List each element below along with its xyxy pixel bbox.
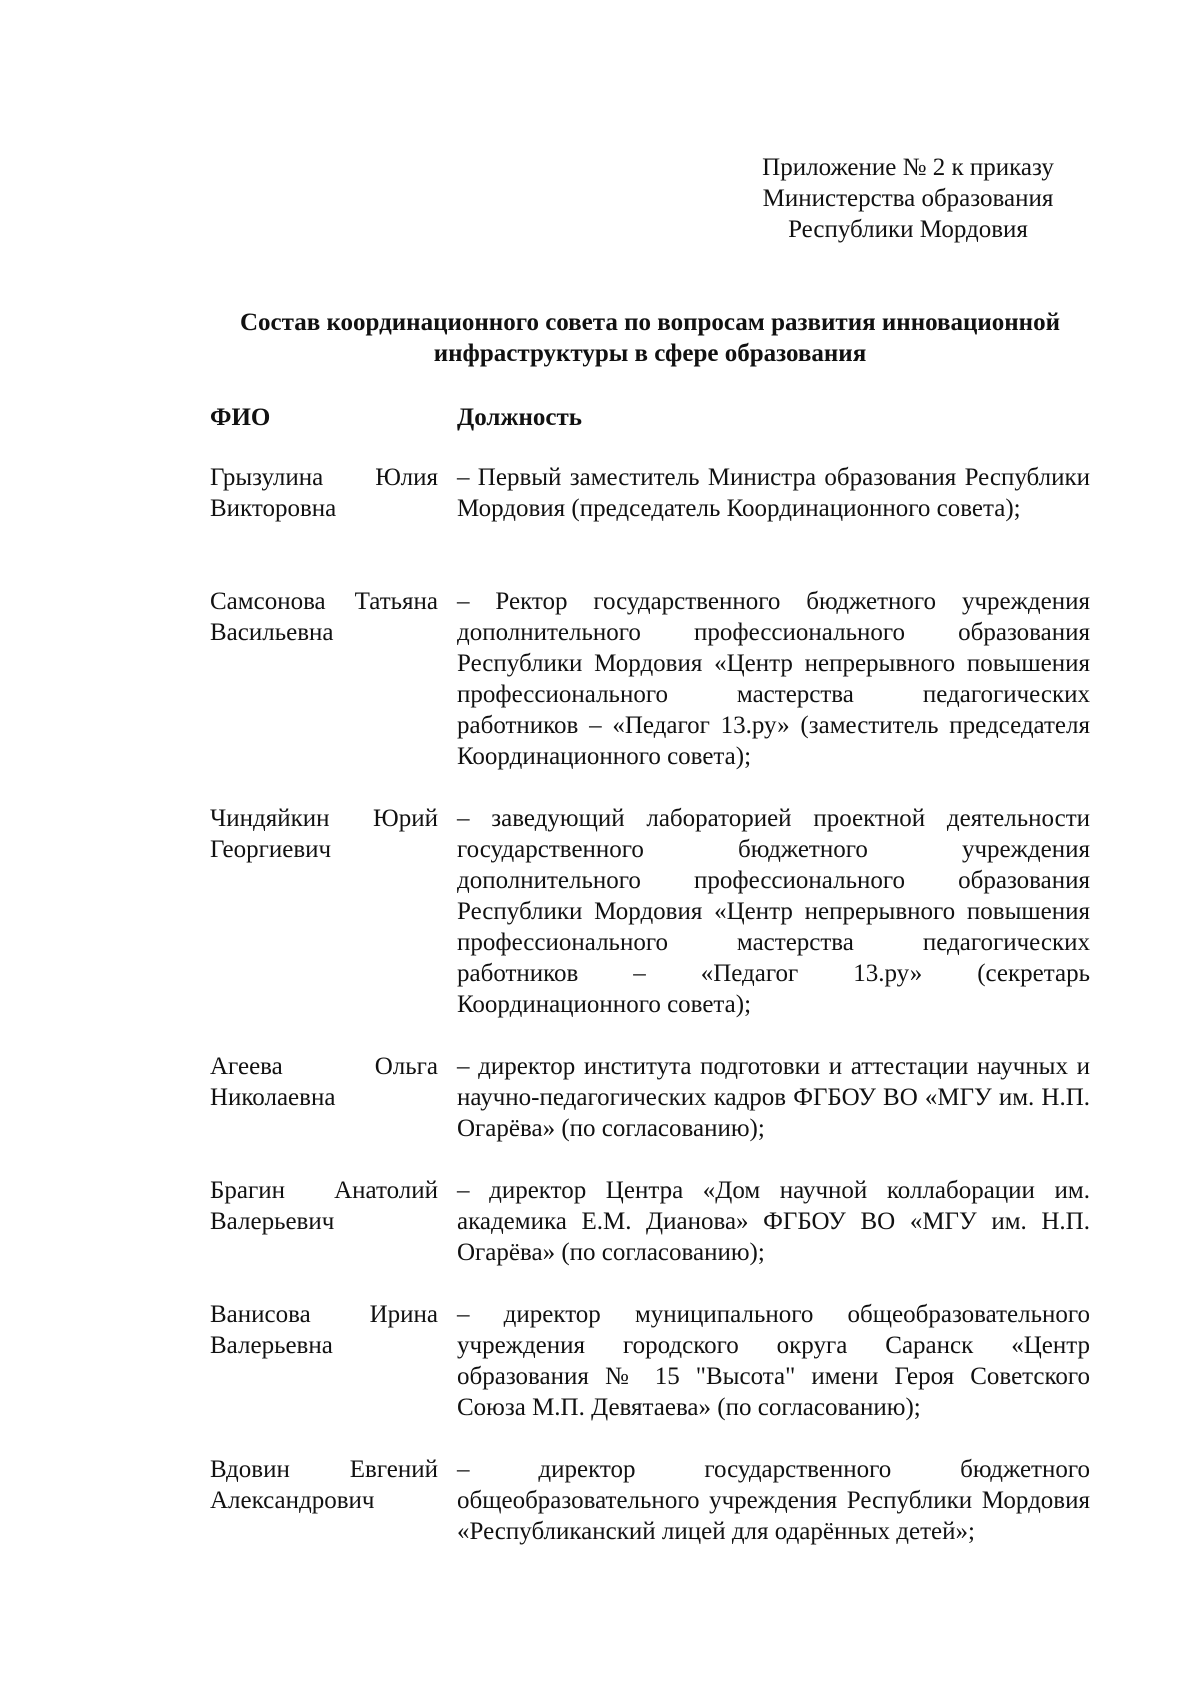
- document-title-line-2: инфраструктуры в сфере образования: [433, 340, 867, 367]
- member-patronymic: Викторовна: [210, 495, 337, 522]
- column-header-position: Должность: [457, 404, 583, 431]
- member-name: [210, 1454, 438, 1516]
- member-surname-given: Ванисова Ирина: [210, 1301, 438, 1328]
- appendix-line-2: Министерства образования: [762, 185, 1054, 212]
- member-name: [210, 462, 438, 524]
- appendix-header: [728, 152, 1088, 245]
- member-name: [210, 803, 438, 865]
- member-surname-given: Брагин Анатолий: [210, 1177, 438, 1204]
- member-position: – заведующий лабораторией проектной деятельности государственного бюджетного учреждения дополнительного профессионального образования Республики Мордовия «Центр непрерывного повышения профессионального мастерства педагогических работников – «Педагог 13.ру» (секретарь Координационного совета);: [457, 805, 1090, 1018]
- member-patronymic: Александрович: [210, 1487, 375, 1514]
- member-position: – директор муниципального общеобразовательного учреждения городского округа Саранск «Центр образования № 15 "Высота" имени Героя Советского Союза М.П. Девятаева» (по согласованию);: [457, 1301, 1090, 1421]
- member-surname-given: Вдовин Евгений: [210, 1456, 438, 1483]
- member-name: [210, 1299, 438, 1361]
- document-title: [200, 307, 1100, 369]
- member-position: – директор Центра «Дом научной коллаборации им. академика Е.М. Дианова» ФГБОУ ВО «МГУ им. Н.П. Огарёва» (по согласованию);: [457, 1177, 1090, 1266]
- document-title-line-1: Состав координационного совета по вопросам развития инновационной: [240, 309, 1060, 336]
- appendix-line-3: Республики Мордовия: [788, 216, 1028, 243]
- member-surname-given: Чиндяйкин Юрий: [210, 805, 438, 832]
- member-position: – директор государственного бюджетного общеобразовательного учреждения Республики Мордовия «Республиканский лицей для одарённых детей»;: [457, 1456, 1090, 1545]
- column-header-name: ФИО: [210, 404, 271, 431]
- member-position: – Ректор государственного бюджетного учреждения дополнительного профессионального образования Республики Мордовия «Центр непрерывного повышения профессионального мастерства педагогических работников – «Педагог 13.ру» (заместитель председателя Координационного совета);: [457, 588, 1090, 770]
- member-surname-given: Грызулина Юлия: [210, 464, 438, 491]
- member-patronymic: Валерьевич: [210, 1208, 335, 1235]
- member-patronymic: Николаевна: [210, 1084, 336, 1111]
- member-name: [210, 1051, 438, 1113]
- member-position: – Первый заместитель Министра образования Республики Мордовия (председатель Координационного совета);: [457, 464, 1090, 522]
- member-patronymic: Васильевна: [210, 619, 334, 646]
- member-position: – директор института подготовки и аттестации научных и научно-педагогических кадров ФГБОУ ВО «МГУ им. Н.П. Огарёва» (по согласованию);: [457, 1053, 1090, 1142]
- member-patronymic: Валерьевна: [210, 1332, 333, 1359]
- member-surname-given: Самсонова Татьяна: [210, 588, 438, 615]
- member-name: [210, 586, 438, 648]
- member-surname-given: Агеева Ольга: [210, 1053, 438, 1080]
- appendix-line-1: Приложение № 2 к приказу: [762, 154, 1054, 181]
- member-patronymic: Георгиевич: [210, 836, 332, 863]
- member-name: [210, 1175, 438, 1237]
